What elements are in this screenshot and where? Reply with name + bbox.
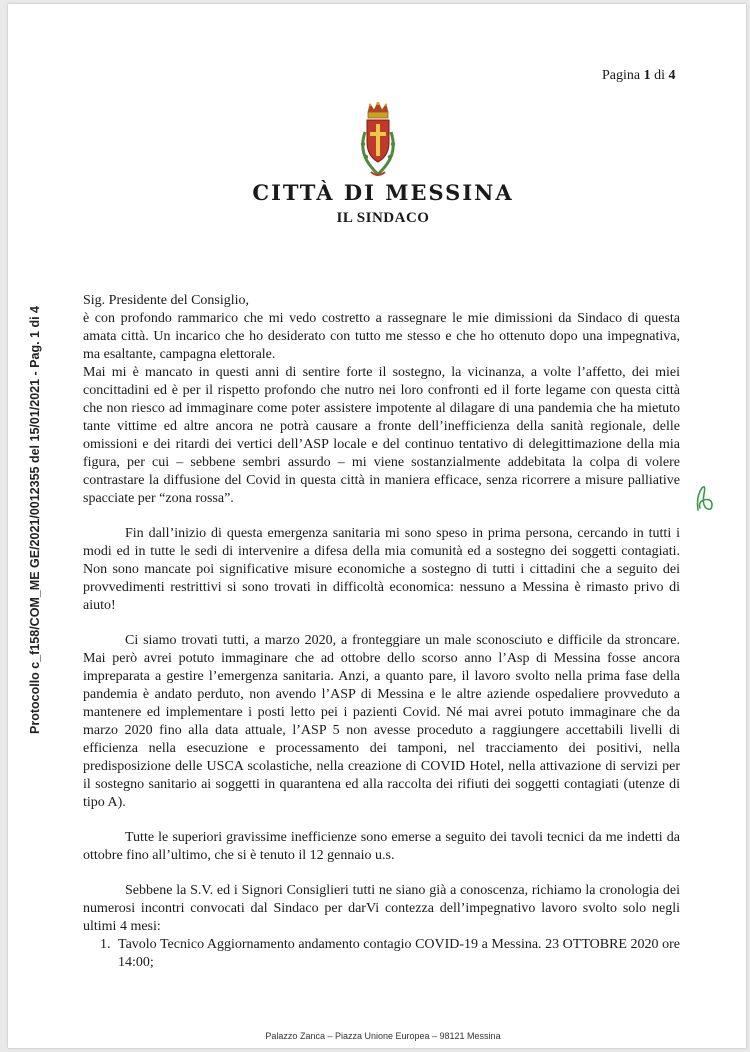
list-item: 1. Tavolo Tecnico Aggiornamento andamento contagio COVID-19 a Messina. 23 OTTOBRE 2020 ore 14:00; [100, 937, 680, 970]
page-number: Pagina 1 di 4 [602, 68, 676, 83]
paragraph-2: Mai mi è mancato in questi anni di sentire forte il sostegno, la vicinanza, a volte l’affetto, dei miei concittadini ed è per il rispetto profondo che nutro nei loro confronti ed il forte legame con questa città che non riesco ad immaginare come poter assistere impotente al dilagare di una pandemia che ha mietuto tante vittime ed altre ancora ne potrà causare a fronte dell’inefficienza della sanità regionale, delle omissioni e dei ritardi dei vertici dell’ASP locale e del continuo tentativo di delegittimazione della mia figura, per cui – sebbene sembri assurdo – mi viene sostanzialmente addebitata la colpa di volere contrastare la diffusione del Covid in questa città in maniera efficace, senza ricorrere a misure palliative spacciate per “zona rossa”. [83, 365, 680, 506]
handwritten-initials-icon [692, 482, 716, 514]
paragraph-3: Fin dall’inizio di questa emergenza sanitaria mi sono speso in prima persona, cercando in tutti i modi ed in tutte le sedi di intervenire a difesa della mia comunità ed a sostegno dei soggetti contagiati. Non sono mancate poi significative misure economiche a sostegno di tutti i cittadini che a seguito dei provvedimenti restrittivi si sono trovati in difficoltà economica: nessuno a Messina è rimasto privo di aiuto! [83, 526, 680, 613]
paragraph-4: Ci siamo trovati tutti, a marzo 2020, a fronteggiare un male sconosciuto e difficile da stroncare. Mai però avrei potuto immaginare che ad ottobre dello scorso anno l’Asp di Messina fosse ancora impreparata a gestire l’emergenza sanitaria. Anzi, a quanto pare, il lavoro svolto nella prima fase della pandemia è andato perduto, non avendo l’ASP di Messina e le altre aziende ospedaliere provveduto a mantenere ed implementare i posti letto pei i pazienti Covid. Né mai avrei potuto immaginare che da marzo 2020 fino alla data attuale, l’ASP 5 non avesse proceduto a raggiungere accettabili livelli di efficienza nella esecuzione e processamento dei tamponi, nel tracciamento dei positivi, nella predisposizione delle USCA scolastiche, nella creazione di COVID Hotel, nella attivazione di servizi per il sostegno sanitario ai soggetti in quarantena ed alla raccolta dei rifiuti dei soggetti contagiati (utenze di tipo A). [83, 633, 680, 810]
city-crest-icon [357, 102, 399, 180]
paragraph-6: Sebbene la S.V. ed i Signori Consiglieri tutti ne siano già a conoscenza, richiamo la cronologia dei numerosi incontri convocati dal Sindaco per darVi contezza dell’impegnativo lavoro svolto solo negli ultimi 4 mesi: [83, 883, 680, 934]
office-title: IL SINDACO [336, 210, 430, 226]
document-page [8, 4, 746, 1048]
city-name: CITTÀ DI MESSINA [252, 180, 514, 205]
paragraph-1: è con profondo rammarico che mi vedo costretto a rassegnare le mie dimissioni da Sindaco di questa amata città. Un incarico che ho desiderato con tutto me stesso e che ho ottenuto dopo una impegnativa, ma esaltante, campagna elettorale. [83, 311, 680, 362]
letter-body [83, 292, 680, 972]
footer-address: Palazzo Zanca – Piazza Unione Europea – 98121 Messina [265, 1031, 501, 1041]
salutation: Sig. Presidente del Consiglio, [83, 293, 250, 308]
meeting-list [83, 936, 680, 972]
paragraph-5: Tutte le superiori gravissime inefficienze sono emerse a seguito dei tavoli tecnici da me indetti da ottobre fino all’ultimo, che si è tenuto il 12 gennaio u.s. [83, 830, 680, 863]
protocol-stamp: Protocollo c_f158/COM_ME GE/2021/0012355 del 15/01/2021 - Pag. 1 di 4 [28, 306, 42, 734]
